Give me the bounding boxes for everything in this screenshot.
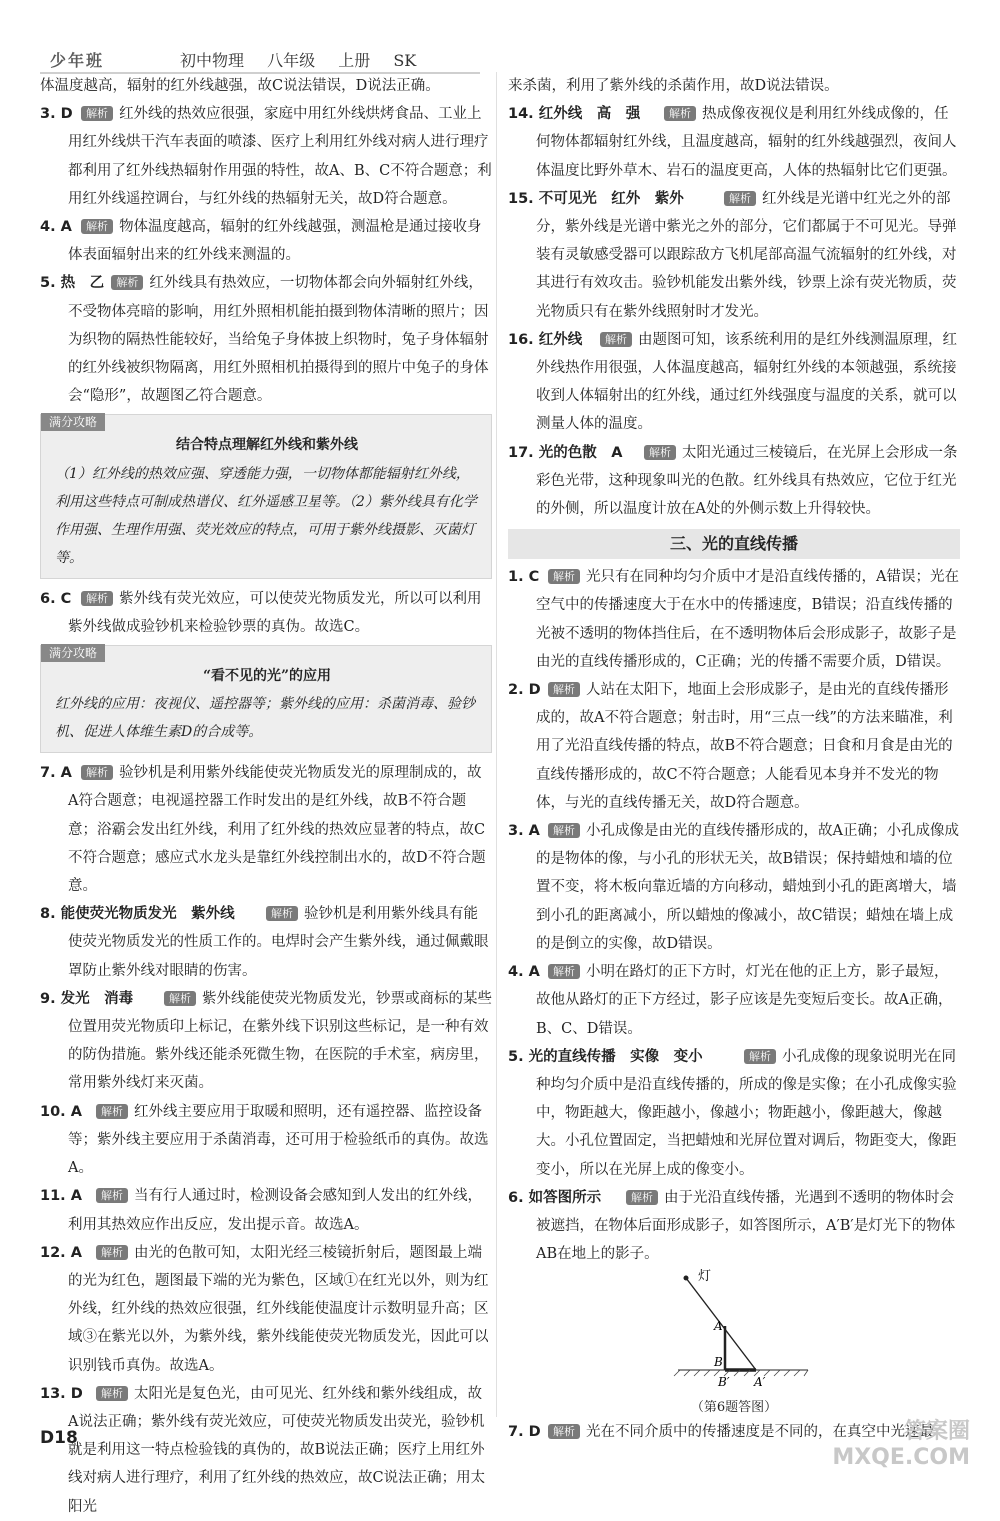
item-number: 12. A (40, 1244, 82, 1261)
analysis-text: 太阳光通过三棱镜后，在光屏上会形成一条彩色光带，这种现象叫光的色散。红外线具有热效应，它位于红光的外侧，所以温度计放在A处的外侧示数上升得较快。 (536, 444, 958, 518)
analysis-tag: 解析 (644, 445, 676, 460)
analysis-tag: 解析 (626, 1190, 658, 1205)
strategy-body: 红外线的应用：夜视仪、遥控器等；紫外线的应用：杀菌消毒、验钞机、促进人体维生素D的合成等。 (55, 696, 475, 741)
analysis-tag: 解析 (81, 106, 113, 121)
analysis-tag: 解析 (81, 765, 113, 780)
header-meta (180, 48, 434, 71)
strategy-box-1 (40, 414, 492, 578)
item-number: 16. 红外线 (508, 331, 583, 348)
item-number: 11. A (40, 1188, 82, 1205)
left-column (40, 72, 492, 1521)
analysis-text: 太阳光是复色光，由可见光、红外线和紫外线组成，故A说法正确；紫外线有荧光效应，可使荧光物质发出荧光，验钞机就是利用这一特点检验钱的真伪的，故B说法正确；医疗上用红外线对病人进行理疗，利用了红外线的热效应，故C说法正确；用太阳光 (68, 1385, 486, 1515)
item-number: 8. 能使荧光物质发光 紫外线 (40, 906, 235, 923)
answer-item-11 (40, 1182, 492, 1238)
column-divider (496, 72, 497, 1417)
answer-item-s6 (508, 1184, 960, 1269)
analysis-tag: 解析 (744, 1049, 776, 1064)
answer-item-s3 (508, 817, 960, 958)
item-number: 7. A (40, 765, 72, 782)
answer-item-13 (40, 1380, 492, 1521)
analysis-tag: 解析 (81, 591, 113, 606)
answer-item-s2 (508, 676, 960, 817)
item-number: 3. D (40, 106, 73, 123)
item-number: 1. C (508, 569, 540, 586)
item-number: 5. 光的直线传播 实像 变小 (508, 1048, 703, 1065)
strategy-title: 结合特点理解红外线和紫外线 (176, 437, 358, 454)
watermark-logo (832, 1419, 970, 1471)
item-number: 2. D (508, 682, 541, 699)
answer-item-4 (40, 213, 492, 269)
label-a-prime: A′ (754, 1375, 766, 1390)
item-number: 15. 不可见光 红外 紫外 (508, 190, 684, 207)
section-heading: 三、光的直线传播 (508, 529, 960, 559)
analysis-tag: 解析 (96, 1386, 128, 1401)
analysis-tag: 解析 (81, 219, 113, 234)
label-a: A (714, 1319, 723, 1334)
analysis-text: 物体温度越高，辐射的红外线越强，测温枪是通过接收身体表面辐射出来的红外线来测温的。 (68, 219, 482, 264)
strategy-tag: 满分攻略 (41, 644, 105, 662)
strategy-tag: 满分攻略 (41, 413, 105, 431)
analysis-text: 紫外线有荧光效应，可以使荧光物质发光，所以可以利用紫外线做成验钞机来检验钞票的真伪。故选C。 (68, 590, 482, 635)
continued-text: 体温度越高，辐射的红外线越强，故C说法错误，D说法正确。 (40, 78, 440, 94)
analysis-tag: 解析 (548, 964, 580, 979)
analysis-tag: 解析 (111, 275, 143, 290)
analysis-text: 由题图可知，该系统利用的是红外线测温原理，红外线热作用很强，人体温度越高，辐射红外线的本领越强，系统接收到人体辐射出的红外线，通过红外线强度与温度的关系，就可以测量人体的温度。 (536, 331, 957, 433)
item-number: 17. 光的色散 A (508, 444, 623, 461)
page-number: D18 (40, 1428, 78, 1448)
analysis-tag: 解析 (548, 1424, 580, 1439)
analysis-tag: 解析 (548, 823, 580, 838)
analysis-text: 光在不同介质中的传播速度是不同的，在真空中光速最 (586, 1424, 934, 1441)
continued-text: 来杀菌，利用了紫外线的杀菌作用，故D说法错误。 (508, 78, 839, 94)
analysis-tag: 解析 (548, 682, 580, 697)
answer-item-7 (40, 759, 492, 900)
analysis-text: 红外线具有热效应，一切物体都会向外辐射红外线，不受物体亮暗的影响，用红外照相机能拍摄到物体清晰的照片；因为织物的隔热性能较好，当给兔子身体披上织物时，兔子身体辐射的红外线被织物隔离，用红外照相机拍摄得到的照片中兔子的身体会“隐形”，故题图乙符合题意。 (68, 275, 489, 405)
figure-caption: （第6题答图） (690, 1400, 778, 1416)
answer-item-15 (508, 185, 960, 326)
analysis-text: 验钞机是利用紫外线具有能使荧光物质发光的性质工作的。电焊时会产生紫外线，通过佩戴眼罩防止紫外线对眼睛的伤害。 (68, 906, 489, 979)
analysis-tag: 解析 (96, 1104, 128, 1119)
analysis-text: 当有行人通过时，检测设备会感知到人发出的红外线，利用其热效应作出反应，发出提示音。故选A。 (68, 1188, 482, 1233)
analysis-tag: 解析 (724, 191, 756, 206)
analysis-text: 热成像夜视仪是利用红外线成像的，任何物体都辐射红外线，且温度越高，辐射的红外线越强烈，夜间人体温度比野外草木、岩石的温度更高，人体的热辐射比它们更强。 (536, 106, 957, 179)
strategy-box-2 (40, 645, 492, 753)
answer-item-16 (508, 326, 960, 439)
analysis-tag: 解析 (664, 106, 696, 121)
strategy-body: （1）红外线的热效应强、穿透能力强，一切物体都能辐射红外线，利用这些特点可制成热谱仪、红外遥感卫星等。（2）紫外线具有化学作用强、生理作用强、荧光效应的特点，可用于紫外线摄影、灭菌灯等。 (55, 465, 477, 566)
answer-item-9 (40, 985, 492, 1098)
analysis-text: 小明在路灯的正下方时，灯光在他的正上方，影子最短，故他从路灯的正下方经过，影子应该是先变短后变长。故A正确，B、C、D错误。 (536, 964, 953, 1037)
watermark-line-1: 答案圈 (903, 1419, 970, 1444)
header-volume: 上册 (338, 51, 371, 70)
label-b: B (714, 1355, 723, 1370)
answer-item-8 (40, 900, 492, 985)
answer-item-5 (40, 269, 492, 410)
strategy-title: “看不见的光”的应用 (202, 668, 332, 685)
right-column (508, 72, 960, 1447)
analysis-tag: 解析 (548, 569, 580, 584)
analysis-text: 由光的色散可知，太阳光经三棱镜折射后，题图最上端的光为红色，题图最下端的光为紫色，区域①在红光以外，则为红外线，红外线的热效应很强，红外线能使温度计示数明显升高；区域③在紫光以外，为紫外线，紫外线能使荧光物质发光，因此可以识别钱币真伪。故选A。 (68, 1244, 489, 1374)
analysis-text: 小孔成像是由光的直线传播形成的，故A正确；小孔成像成的是物体的像，与小孔的形状无关，故B错误；保持蜡烛和墙的位置不变，将木板向靠近墙的方向移动，蜡烛到小孔的距离增大，墙到小孔的距离减小，所以蜡烛的像减小，故C错误；蜡烛在墙上成的是倒立的实像，故D错误。 (536, 823, 959, 952)
analysis-tag: 解析 (600, 332, 632, 347)
analysis-text: 人站在太阳下，地面上会形成影子，是由光的直线传播形成的，故A不符合题意；射击时，用“三点一线”的方法来瞄准，利用了光沿直线传播的特点，故B不符合题意；日食和月食是由光的直线传播形成的，故C不符合题意；人能看见本身并不发光的物体，与光的直线传播无关，故D符合题意。 (536, 682, 953, 811)
watermark-line-2: MXQE.COM (832, 1445, 970, 1470)
item-number: 14. 红外线 高 强 (508, 106, 641, 123)
analysis-text: 小孔成像的现象说明光在同种均匀介质中是沿直线传播的，所成的像是实像；在小孔成像实验中，物距越大，像距越小，像越小；物距越小，像距越大，像越大。小孔位置固定，当把蜡烛和光屏位置对调后，物距变大，像距变小，所以在光屏上成的像变小。 (536, 1048, 957, 1178)
item-number: 5. 热 乙 (40, 275, 105, 292)
item-number: 6. 如答图所示 (508, 1189, 602, 1206)
answer-item-17 (508, 439, 960, 524)
header-grade: 八年级 (267, 51, 316, 70)
answer-item-14 (508, 100, 960, 185)
lamp-label: 灯 (698, 1269, 712, 1285)
analysis-text: 紫外线能使荧光物质发光，钞票或商标的某些位置用荧光物质印上标记，在紫外线下识别这些标记，是一种有效的防伪措施。紫外线还能杀死微生物，在医院的手术室，病房里，常用紫外线灯来灭菌。 (68, 990, 492, 1092)
answer-item-s5 (508, 1043, 960, 1184)
analysis-tag: 解析 (96, 1188, 128, 1203)
header-subject: 初中物理 (180, 51, 245, 70)
header-edition: SK (393, 51, 417, 70)
page-header (40, 42, 960, 72)
analysis-text: 红外线主要应用于取暖和照明，还有遥控器、监控设备等；紫外线主要应用于杀菌消毒，还可用于检验纸币的真伪。故选A。 (68, 1103, 489, 1177)
analysis-text: 由于光沿直线传播，光遇到不透明的物体时会被遮挡，在物体后面形成影子，如答图所示，A′B′是灯光下的物体AB在地上的影子。 (536, 1189, 956, 1263)
shadow-diagram-svg (658, 1268, 818, 1390)
label-b-prime: B′ (718, 1375, 730, 1390)
answer-item-s1 (508, 563, 960, 676)
item-number: 7. D (508, 1424, 541, 1441)
item-number: 10. A (40, 1103, 82, 1120)
answer-item-12 (40, 1239, 492, 1380)
brand-logo: 少年班 (50, 51, 105, 70)
analysis-text: 红外线是光谱中红光之外的部分，紫外线是光谱中紫光之外的部分，它们都属于不可见光。导弹装有灵敏感受器可以跟踪敌方飞机尾部高温气流辐射的红外线，对其进行有效攻击。验钞机能发出紫外线，钞票上涂有荧光物质，荧光物质只有在紫外线照射时才发光。 (536, 190, 957, 320)
item-number: 6. C (40, 590, 72, 607)
answer-item-10 (40, 1098, 492, 1183)
shadow-diagram (508, 1268, 960, 1418)
item-number: 4. A (40, 219, 72, 236)
item-number: 9. 发光 消毒 (40, 990, 134, 1007)
answer-item-6 (40, 585, 492, 641)
analysis-text: 红外线的热效应很强，家庭中用红外线烘烤食品、工业上用红外线烘干汽车表面的喷漆、医疗上利用红外线对病人进行理疗都利用了红外线热辐射作用强的特性，故A、B、C不符合题意；利用红外线遥控调台，与红外线的热辐射无关，故D符合题意。 (68, 106, 492, 207)
item-number: 13. D (40, 1385, 83, 1402)
item-number: 4. A (508, 964, 540, 981)
analysis-tag: 解析 (164, 991, 196, 1006)
answer-item-s4 (508, 958, 960, 1043)
analysis-tag: 解析 (96, 1245, 128, 1260)
analysis-text: 验钞机是利用紫外线能使荧光物质发光的原理制成的，故A符合题意；电视遥控器工作时发出的是红外线，故B不符合题意；浴霸会发出红外线，利用了红外线的热效应显著的特点，故C不符合题意；感应式水龙头是靠红外线控制出水的，故D不符合题意。 (68, 765, 486, 895)
answer-item-3 (40, 100, 492, 213)
analysis-text: 光只有在同种均匀介质中才是沿直线传播的，A错误；光在空气中的传播速度大于在水中的传播速度，B错误；沿直线传播的光被不透明的物体挡住后，在不透明物体后会形成影子，故影子是由光的直线传播形成的，C正确；光的传播不需要介质，D错误。 (536, 569, 959, 670)
analysis-tag: 解析 (266, 906, 298, 921)
item-number: 3. A (508, 823, 540, 840)
